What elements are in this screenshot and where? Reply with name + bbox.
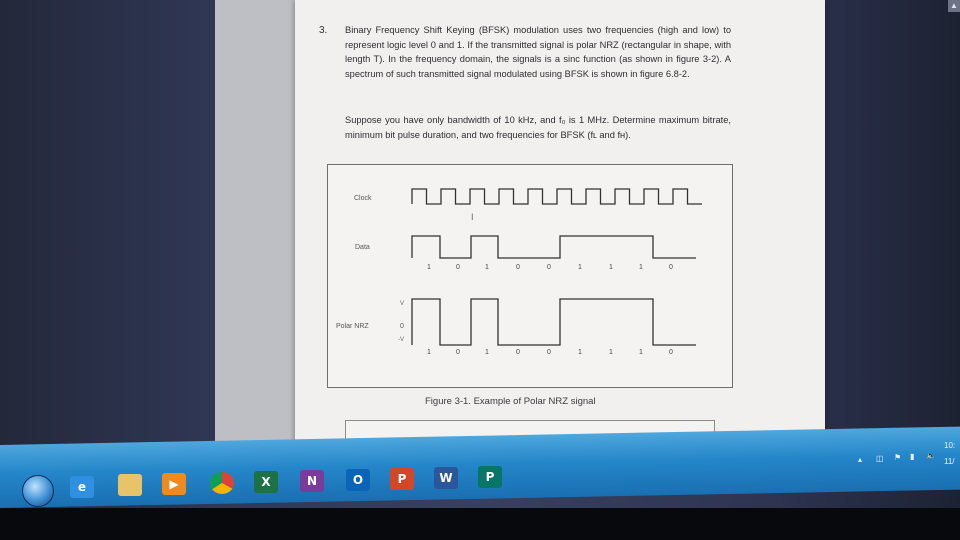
clock-time[interactable]: 10: (944, 441, 956, 450)
polar-bit-label: 0 (516, 349, 520, 356)
data-bit-label: 0 (547, 264, 551, 271)
polar-bit-label: 0 (547, 349, 551, 356)
file-explorer-icon[interactable] (118, 474, 142, 496)
data-bit-label: 1 (485, 264, 489, 271)
data-bit-label: 1 (427, 264, 431, 271)
text-cursor-icon: I (471, 212, 474, 222)
onenote-icon[interactable]: N (300, 470, 324, 492)
polar-bit-label: 1 (427, 349, 431, 356)
network-icon[interactable]: ◫ (876, 454, 884, 463)
flag-icon[interactable]: ⚑ (894, 453, 902, 462)
polar-zero-label: 0 (400, 323, 404, 330)
scroll-up-button[interactable]: ▲ (948, 0, 960, 12)
figure-caption: Figure 3-1. Example of Polar NRZ signal (425, 396, 596, 407)
data-bit-label: 1 (578, 264, 582, 271)
clock-waveform (412, 189, 702, 204)
polar-bit-label: 1 (609, 349, 613, 356)
clock-date[interactable]: 11/ (944, 457, 955, 466)
question-paragraph-1: Binary Frequency Shift Keying (BFSK) modulation uses two frequencies (high and low) to represent logic level 0 and 1. If the transmitted signal is polar NRZ (rectangular in shape, with length T). In the frequency domain, the signals is a sinc function (as shown in figure 3-2). A spectrum of such transmitted signal modulated using BFSK is shown in figure 6.8-2. (345, 25, 731, 79)
excel-icon[interactable]: X (254, 471, 278, 493)
polar-nrz-waveform (412, 299, 696, 345)
data-bit-label: 0 (669, 264, 673, 271)
monitor-bezel (0, 508, 960, 540)
polar-bit-label: 1 (578, 349, 582, 356)
polar-nrz-row-label: Polar NRZ (336, 323, 369, 330)
outlook-icon[interactable]: O (346, 469, 370, 491)
volume-icon[interactable]: 🔈 (926, 451, 936, 460)
battery-icon[interactable]: ▮ (910, 452, 915, 461)
data-bit-label: 1 (639, 264, 643, 271)
clock-waveform-path (412, 189, 702, 204)
polar-bit-label: 0 (669, 349, 673, 356)
polar-bit-label: 1 (639, 349, 643, 356)
figure-3-1 (327, 164, 733, 388)
polar-minus-v-label: -V (398, 337, 404, 343)
question-number: 3. (319, 25, 328, 36)
publisher-icon[interactable]: P (478, 466, 502, 488)
polar-v-label: V (400, 301, 405, 307)
start-button-icon[interactable] (22, 475, 54, 507)
data-waveform (412, 236, 696, 258)
media-player-icon[interactable]: ▶ (162, 473, 186, 495)
polar-bit-labels (427, 349, 673, 356)
ie-icon[interactable]: e (70, 476, 94, 498)
word-icon[interactable]: W (434, 467, 458, 489)
chrome-icon[interactable] (210, 472, 234, 494)
powerpoint-icon[interactable]: P (390, 468, 414, 490)
data-bit-label: 0 (516, 264, 520, 271)
polar-nrz-diagram (328, 165, 732, 387)
data-bit-label: 0 (456, 264, 460, 271)
data-bit-labels (427, 264, 673, 271)
polar-bit-label: 1 (485, 349, 489, 356)
clock-row-label: Clock (354, 195, 372, 202)
data-row-label: Data (355, 244, 370, 251)
tray-overflow-icon[interactable]: ▴ (858, 455, 863, 464)
question-paragraph-2: Suppose you have only bandwidth of 10 kHz, and f₀ is 1 MHz. Determine maximum bitrate, minimum bit pulse duration, and two frequencies for BFSK (fʟ and fʜ). (345, 115, 731, 140)
polar-bit-label: 0 (456, 349, 460, 356)
data-bit-label: 1 (609, 264, 613, 271)
